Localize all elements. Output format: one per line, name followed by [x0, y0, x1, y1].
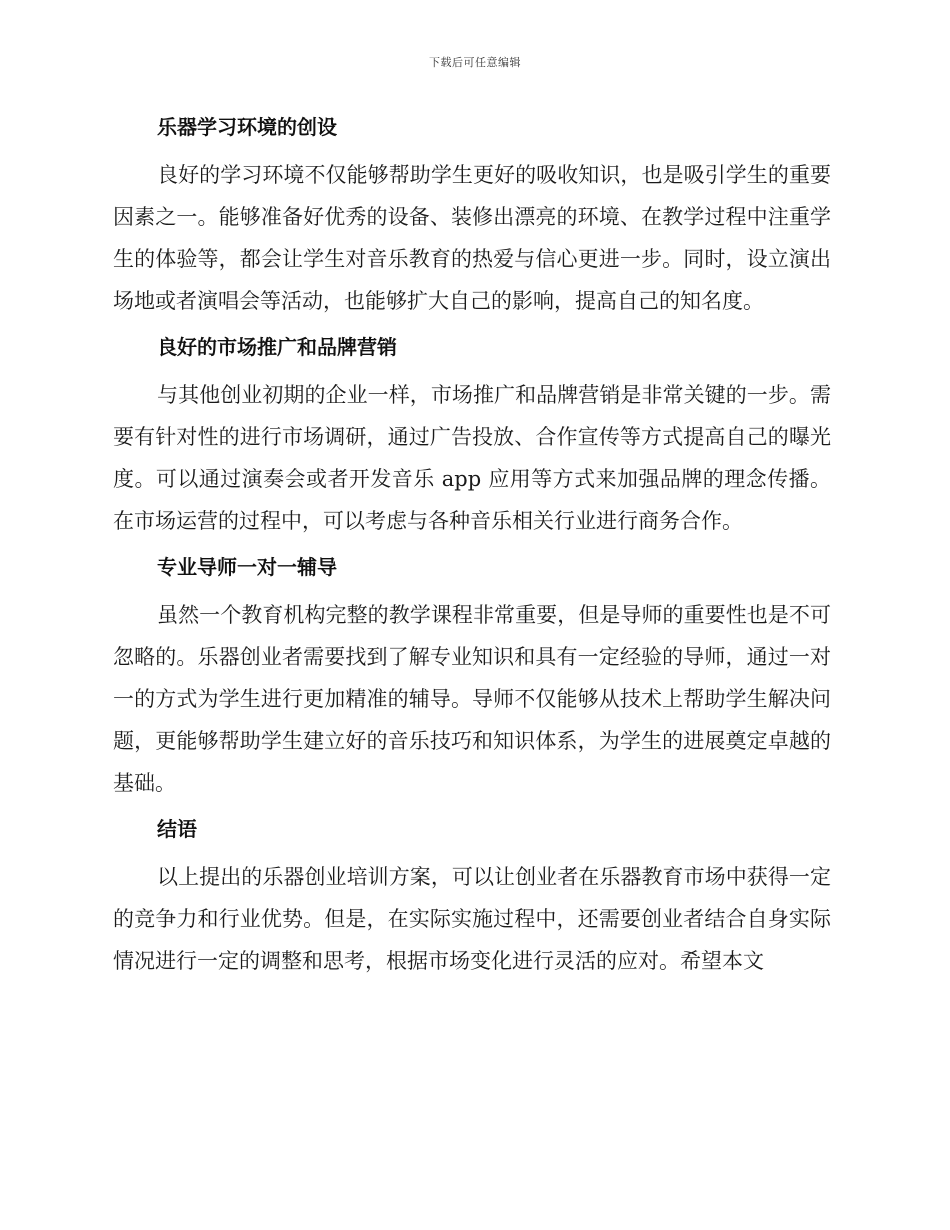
section-paragraph: 与其他创业初期的企业一样，市场推广和品牌营销是非常关键的一步。需要有针对性的进行市场调研，通过广告投放、合作宣传等方式提高自己的曝光度。可以通过演奏会或者开发音乐 app 应用等方式来加强品牌的理念传播。在市场运营的过程中，可以考虑与各种音乐相关行业进行商务合作。: [113, 383, 831, 533]
section-heading: 结语: [157, 817, 197, 841]
section-conclusion: [113, 812, 831, 982]
section-heading: 乐器学习环境的创设: [157, 115, 337, 139]
section-heading: 良好的市场推广和品牌营销: [157, 335, 397, 359]
section-mentoring: [113, 550, 831, 804]
section-paragraph: 虽然一个教育机构完整的教学课程非常重要，但是导师的重要性也是不可忽略的。乐器创业者需要找到了解专业知识和具有一定经验的导师，通过一对一的方式为学生进行更加精准的辅导。导师不仅能够从技术上帮助学生解决问题，更能够帮助学生建立好的音乐技巧和知识体系，为学生的进展奠定卓越的基础。: [113, 603, 831, 795]
section-paragraph: 良好的学习环境不仅能够帮助学生更好的吸收知识，也是吸引学生的重要因素之一。能够准备好优秀的设备、装修出漂亮的环境、在教学过程中注重学生的体验等，都会让学生对音乐教育的热爱与信心更进一步。同时，设立演出场地或者演唱会等活动，也能够扩大自己的影响，提高自己的知名度。: [113, 163, 831, 313]
section-learning-environment: [113, 110, 831, 322]
document-body: [113, 110, 831, 990]
section-paragraph: 以上提出的乐器创业培训方案，可以让创业者在乐器教育市场中获得一定的竞争力和行业优势。但是，在实际实施过程中，还需要创业者结合自身实际情况进行一定的调整和思考，根据市场变化进行灵活的应对。希望本文: [113, 865, 831, 973]
page-header: 下载后可任意编辑: [429, 56, 521, 69]
section-heading: 专业导师一对一辅导: [157, 555, 337, 579]
section-marketing: [113, 330, 831, 542]
